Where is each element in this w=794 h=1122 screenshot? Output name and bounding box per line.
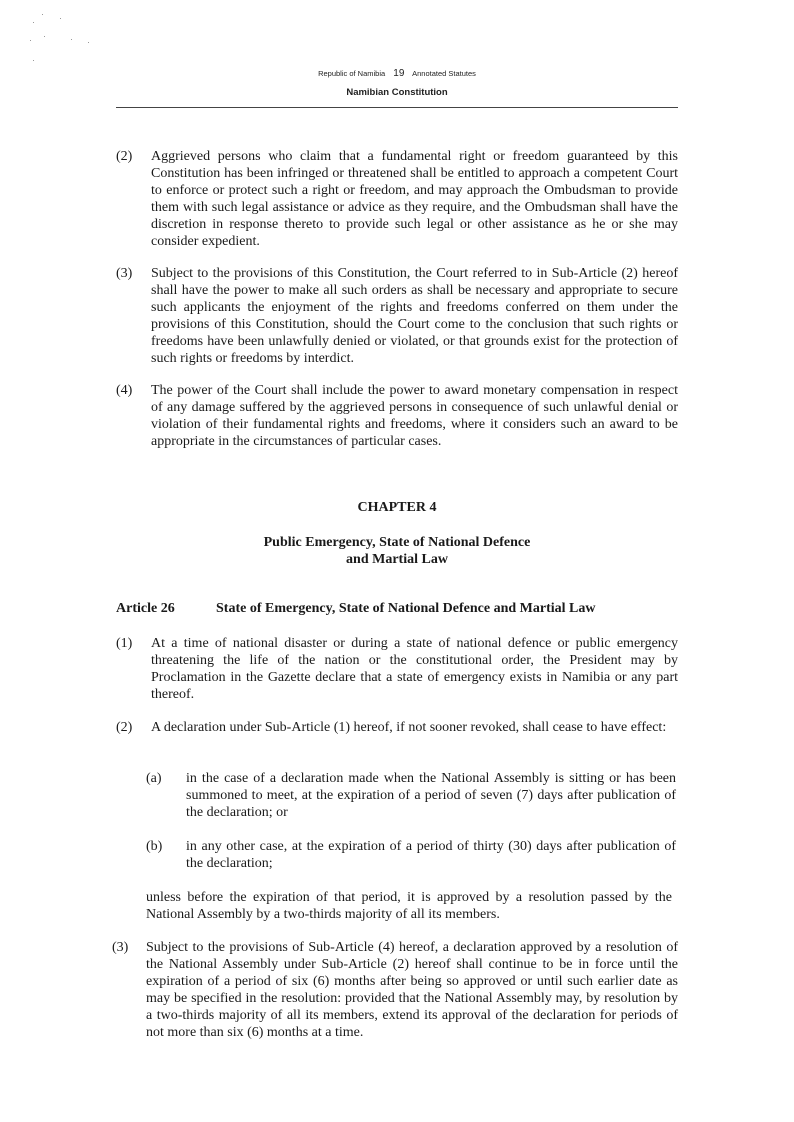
scan-speck <box>71 39 72 40</box>
header-divider <box>116 107 678 108</box>
sub-article-text: A declaration under Sub-Article (1) hereof, if not sooner revoked, shall cease to have effect: <box>151 720 667 735</box>
sub-article <box>116 719 678 736</box>
paragraph-item-text: in any other case, at the expiration of a period of thirty (30) days after publication of the declaration; <box>186 839 676 871</box>
sub-article-text: At a time of national disaster or during a state of national defence or public emergency threatening the life of the nation or the constitutional order, the President may by Proclamation in the Gazette declare that a state of emergency exists in Namibia or any part thereof. <box>151 636 678 702</box>
scan-speck <box>33 60 34 61</box>
chapter-label: CHAPTER 4 <box>357 500 437 515</box>
chapter-title-line2: and Martial Law <box>346 552 448 567</box>
scan-speck <box>30 40 31 41</box>
running-header <box>0 68 794 79</box>
sub-article-continuation: unless before the expiration of that period, it is approved by a resolution passed by the National Assembly by a two-thirds majority of all its members. <box>146 890 672 922</box>
paragraph-item-letter: (b) <box>146 839 163 854</box>
sub-article-number: (2) <box>116 720 133 735</box>
header-subtitle: Namibian Constitution <box>346 87 448 98</box>
paragraph-item <box>146 838 676 872</box>
sub-article-text: Subject to the provisions of this Constitution, the Court referred to in Sub-Article (2) hereof shall have the power to make all such orders as shall be necessary and appropriate to secure such applicants the enjoyment of the rights and freedoms conferred on them under the provisions of this Constitution, should the Court come to the conclusion that such rights or freedoms have been unlawfully denied or violated, or that grounds exist for the protection of such rights or freedoms by interdict. <box>151 266 678 366</box>
paragraph-item-letter: (a) <box>146 771 162 786</box>
sub-article-number: (1) <box>116 636 133 651</box>
sub-article-number: (2) <box>116 149 133 164</box>
sub-article-text: Aggrieved persons who claim that a fundamental right or freedom guaranteed by this Constitution has been infringed or threatened shall be entitled to approach a competent Court to enforce or protect such a right or freedom, and may approach the Ombudsman to provide them with such legal assistance or advice as they require, and the Ombudsman shall have the discretion in response thereto to provide such legal or other assistance as he or she may consider expedient. <box>151 149 678 249</box>
sub-article-text: Subject to the provisions of Sub-Article (4) hereof, a declaration approved by a resolution of the National Assembly under Sub-Article (2) hereof shall continue to be in force until the expiration of a period of six (6) months after being so approved or until such earlier date as may be specified in the resolution: provided that the National Assembly may, by resolution by a two-thirds majority of all its members, extend its approval of the declaration for periods of not more than six (6) months at a time. <box>146 940 678 1040</box>
article-heading <box>116 601 596 617</box>
sub-article <box>116 265 678 367</box>
article-title: State of Emergency, State of National Defence and Martial Law <box>216 601 596 616</box>
article-label: Article 26 <box>116 601 175 616</box>
scan-speck <box>44 36 45 37</box>
scan-speck <box>60 18 61 19</box>
page-number: 19 <box>393 68 405 79</box>
scan-speck <box>33 22 34 23</box>
sub-article-number: (4) <box>116 383 133 398</box>
scan-speck <box>88 42 89 43</box>
header-right: Annotated Statutes <box>412 69 476 78</box>
scan-speck <box>42 14 43 15</box>
paragraph-item <box>146 770 676 821</box>
sub-article <box>116 148 678 250</box>
header-left: Republic of Namibia <box>318 69 386 78</box>
sub-article <box>116 635 678 703</box>
sub-article <box>116 382 678 450</box>
sub-article-number: (3) <box>116 266 133 281</box>
chapter-title-line1: Public Emergency, State of National Defence <box>263 535 531 550</box>
sub-article-text: The power of the Court shall include the power to award monetary compensation in respect of any damage suffered by the aggrieved persons in consequence of such unlawful denial or violation of their fundamental rights and freedoms, where it considers such an award to be appropriate in the circumstances of particular cases. <box>151 383 678 449</box>
paragraph-item-text: in the case of a declaration made when the National Assembly is sitting or has been summoned to meet, at the expiration of a period of seven (7) days after publication of the declaration; or <box>186 771 676 820</box>
sub-article-number: (3) <box>112 940 129 955</box>
sub-article <box>112 939 678 1041</box>
